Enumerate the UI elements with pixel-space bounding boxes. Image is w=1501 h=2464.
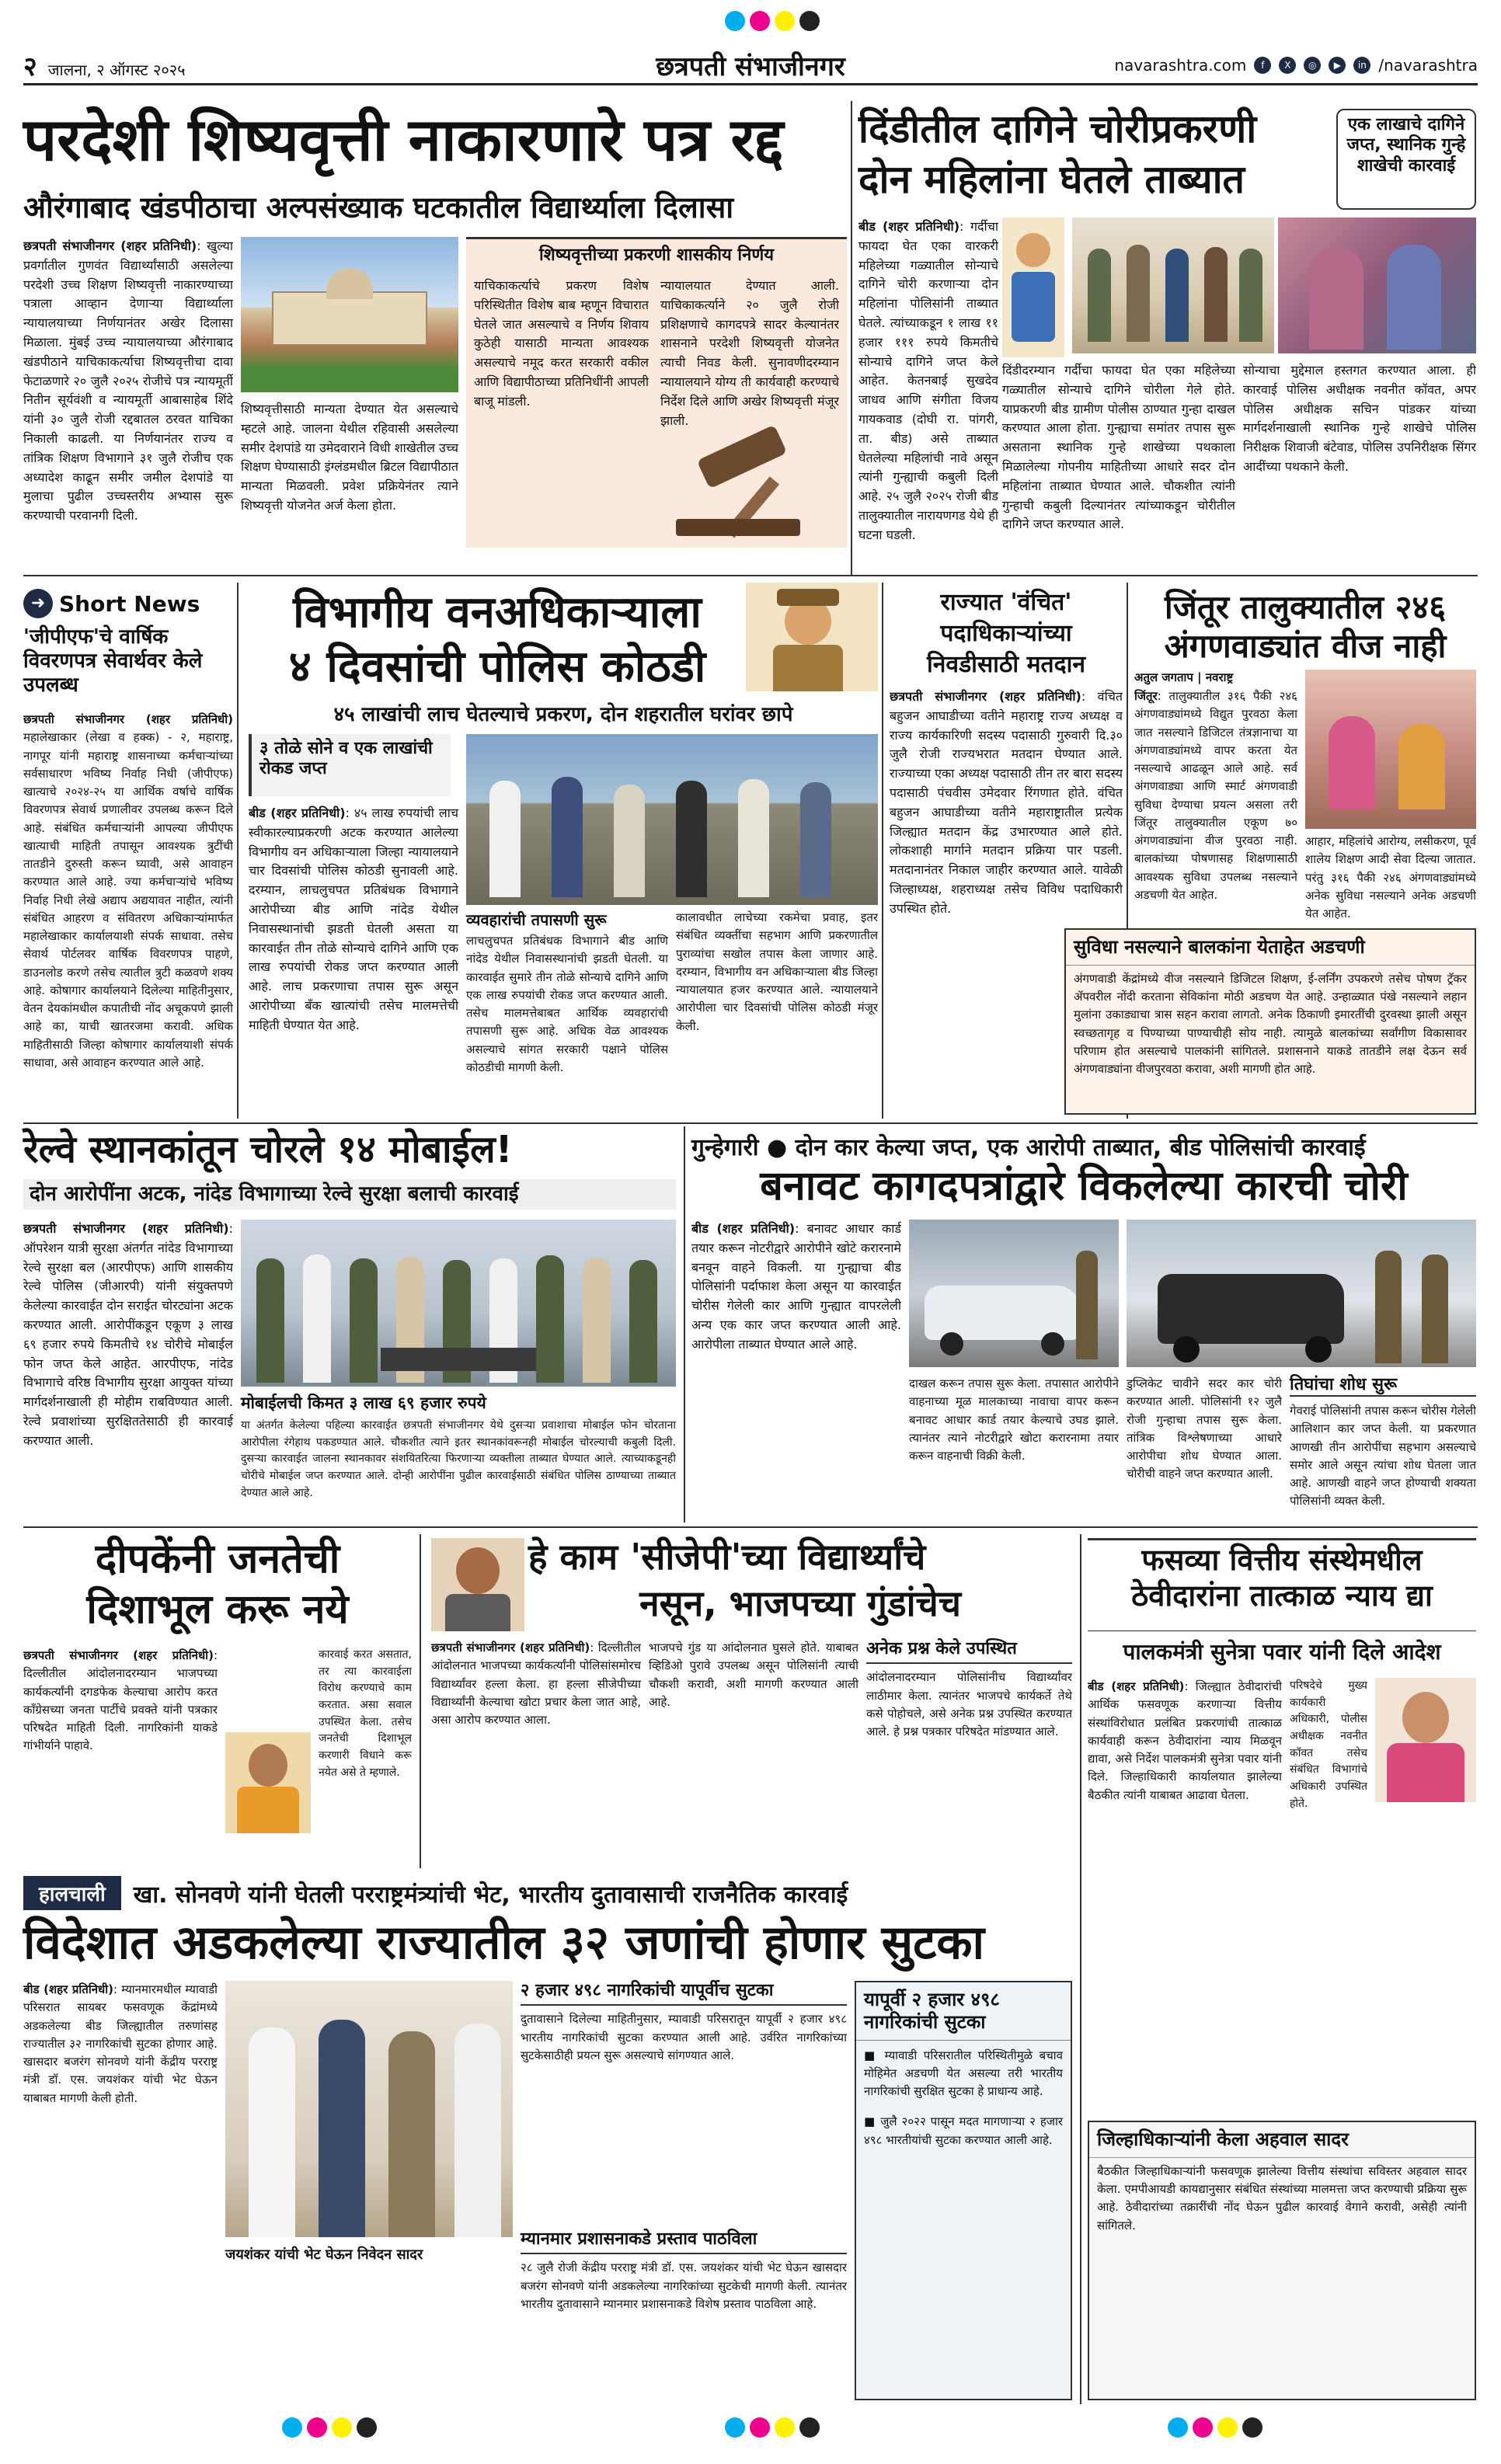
site-info: [1114, 56, 1478, 75]
speaker-portrait-2: [431, 1538, 524, 1631]
story2-dateline: बीड (शहर प्रतिनिधी): [858, 219, 960, 234]
bottom-color-marks-center: [723, 2417, 822, 2441]
story2-headline-1: दिंडीतील दागिने चोरीप्रकरणी: [858, 106, 1257, 151]
story9-box: अनेक प्रश्न केले उपस्थित आंदोलनादरम्यान पोलिसांनीच विद्यार्थ्यांवर लाठीमार केला. त्यानंतर भाजपचे कार्यकर्ते तेथे कसे पोहोचले, असे अनेक प्रश्न उपस्थित करण्यात आले. हे प्रश्न पत्रकार परिषदेत मांडण्यात आले.: [866, 1639, 1072, 1739]
officials-group-photo: [466, 734, 878, 905]
story1-subhead: औरंगाबाद खंडपीठाचा अल्पसंख्याक घटकातील विद्यार्थ्याला दिलासा: [23, 190, 734, 224]
story6-column-2: या अंतर्गत केलेल्या पहिल्या कारवाईत छत्रपती संभाजीनगर येथे दुसऱ्या प्रवाशाचा मोबाईल फोन चोरताना आरोपीला रंगेहाथ पकडण्यात आले. चौकशीत त्याने इतर स्थानकांवरूनही मोबाईल चोरल्याची कबुली दिली. दुसऱ्या कारवाईत जालना स्थानकावर संशयितरित्या फिरणाऱ्या व्यक्तीला ताब्यात घेण्यात आले. त्याच्याकडूनही चोरीचे मोबाईल जप्त करण्यात आले. दोन्ही आरोपींना पुढील कारवाईसाठी संबंधित पोलिस ठाण्याच्या ताब्यात देण्यात आले आहे.: [241, 1419, 676, 1499]
story10-headline-box: फसव्या वित्तीय संस्थेमधील ठेवीदारांना तात्काळ न्याय द्या: [1088, 1538, 1476, 1631]
page-number: २: [23, 50, 37, 82]
youtube-icon[interactable]: ▶: [1329, 57, 1346, 74]
story11-photo-caption: जयशंकर यांची भेट घेऊन निवेदन सादर: [225, 2246, 423, 2263]
story2-column-2: दिंडीदरम्यान गर्दीचा फायदा घेत एका महिलेच्या गळ्यातील सोन्याचे दागिने चोरीला गेले होते. याप्रकरणी बीड ग्रामीण पोलीस ठाण्यात गुन्हा दाखल करण्यात आला होता. गुन्ह्याचा समांतर तपास सुरू असताना स्थानिक गुन्हे शाखेच्या पथकाला मिळालेल्या गोपनीय माहितीच्या आधारे सदर दोन महिलांना ताब्यात घेण्यात आले. चौकशीत त्यांनी गुन्हाची कबुली दिल्यानंतर त्यांच्याकडून चोरीतील दागिने जप्त करण्यात आले.: [1002, 363, 1235, 532]
police-group-photo: [1072, 218, 1274, 353]
story9-headline-2: नसून, भाजपच्या गुंडांचेच: [639, 1582, 961, 1624]
bottom-color-marks-left: [280, 2417, 379, 2441]
social-handle[interactable]: /navarashtra: [1378, 55, 1478, 75]
yellow-dot: [775, 11, 795, 31]
accused-women-photo: [1278, 218, 1476, 353]
story4-headline-3: निवडीसाठी मतदान: [926, 651, 1085, 678]
short-news-headline: 'जीपीएफ'चे वार्षिक विवरणपत्र सेवार्थवर केले उपलब्ध: [23, 625, 203, 698]
story3-headline-2: ४ दिवसांची पोलिस कोठडी: [288, 642, 706, 692]
arrow-right-icon: ➜: [23, 589, 53, 618]
cartoon-thief-illustration: [1002, 218, 1064, 357]
story6-subhead: दोन आरोपींना अटक, नांदेड विभागाच्या रेल्वे सुरक्षा बलाची कारवाई: [23, 1179, 676, 1209]
page-header: [23, 47, 1478, 85]
story9-headline-1: हे काम 'सीजेपी'च्या विद्यार्थ्यांचे: [528, 1536, 926, 1578]
story10-box: जिल्हाधिकाऱ्यांनी केला अहवाल सादर बैठकीत जिल्हाधिकाऱ्यांनी फसवणूक झालेल्या वित्तीय संस्थांचा सविस्तर अहवाल सादर केला. एमपीआयडी कायद्यानुसार संबंधित संस्थांच्या मालमत्ता जप्त करण्याची प्रक्रिया सुरू आहे. ठेवीदारांच्या तक्रारींची नोंद घेऊन पुढील कारवाई वेगाने करावी, असेही त्यांनी सांगितले.: [1088, 2121, 1476, 2400]
police-cartoon-illustration: [746, 583, 878, 691]
story11-box-1: २ हजार ४९८ नागरिकांची यापूर्वीच सुटका दुतावासाने दिलेल्या माहितीनुसार, म्यावाडी परिसरातून यापूर्वी २ हजार ४९८ भारतीय नागरिकांची सुटका करण्यात आली आहे. उर्वरित नागरिकांच्या सुटकेसाठीही प्रयत्न सुरू असल्याचे सांगण्यात आले.: [521, 1981, 847, 2062]
story11-tagline: हालचाली खा. सोनवणे यांनी घेतली परराष्ट्रमंत्र्यांची भेट, भारतीय दुतावासाची राजनैतिक कारवाई: [23, 1876, 1072, 1910]
story8-column-1: छत्रपती संभाजीनगर (शहर प्रतिनिधी): दिल्लीतील आंदोलनादरम्यान भाजपच्या कार्यकर्त्यांनी दगडफेक केल्याचा आरोप करत काँग्रेसच्या जनता पार्टीचे प्रवक्ते यांनी पत्रकार परिषदेत माहिती दिली. नागरिकांनी याकडे गांभीर्याने पाहावे.: [23, 1648, 218, 1753]
story7-topline: गुन्हेगारी ● दोन कार केल्या जप्त, एक आरोपी ताब्यात, बीड पोलिसांची कारवाई: [691, 1134, 1366, 1161]
story1-headline: परदेशी शिष्यवृत्ती नाकारणारे पत्र रद्द: [23, 105, 784, 174]
side-bullet-2: ■ जुलै २०२२ पासून मदत मागणाऱ्या २ हजार ४९८ भारतीयांची सुटका करण्यात आली आहे.: [864, 2114, 1063, 2147]
story6-column-1: छत्रपती संभाजीनगर (शहर प्रतिनिधी): ऑपरेशन यात्री सुरक्षा अंतर्गत नांदेड विभागाच्या रेल्वे सुरक्षा बल (आरपीएफ) आणि शासकीय रेल्वे पोलिस (जीआरपी) यांनी संयुक्तपणे केलेल्या कारवाईत दोन सराईत चोरट्यांना अटक करण्यात आली. आरोपींकडून एकूण ३ लाख ६९ हजार रुपये किमतीचे १४ चोरीचे मोबाईल फोन जप्त केले आहेत. आरपीएफ, नांदेड विभागाचे वरिष्ठ विभागीय सुरक्षा आयुक्त यांच्या मार्गदर्शनाखाली ही मोहीम राबविण्यात आली. रेल्वे प्रवाशांच्या सुरक्षिततेसाठी ही कारवाई करण्यात आली.: [23, 1221, 233, 1448]
story3-column-2: लाचलुचपत प्रतिबंधक विभागाने बीड आणि नांदेड येथील निवासस्थानांची झडती घेतली. या कारवाईत सुमारे तीन तोळे सोन्याचे दागिने आणि एक लाख रुपयांची रोकड जप्त करण्यात आली. तसेच मालमत्तेबाबत आर्थिक व्यवहारांची तपासणी सुरू आहे. अधिक वेळ आवश्यक असल्याचे सांगत सरकारी पक्षाने पोलिस कोठडीची मागणी केली.: [466, 934, 668, 1074]
story2-headline-2: दोन महिलांना घेतले ताब्यात: [858, 157, 1245, 202]
story5-headline-2: अंगणवाड्यांत वीज नाही: [1164, 627, 1447, 665]
story11-headline: विदेशात अडकलेल्या राज्यातील ३२ जणांची होणार सुटका: [23, 1916, 985, 1970]
linkedin-icon[interactable]: in: [1353, 57, 1370, 74]
story3-headline-1: विभागीय वनअधिकाऱ्याला: [293, 587, 702, 638]
story11-tag: हालचाली: [23, 1876, 121, 1910]
instagram-icon[interactable]: ◎: [1304, 57, 1321, 74]
mp-meeting-photo: [225, 1981, 513, 2237]
story1-box: शिष्यवृत्तीच्या प्रकरणी शासकीय निर्णय याचिकाकर्त्याचे प्रकरण विशेष परिस्थितीत विशेष बाब म्हणून विचारात घेतले जात असल्याचे व निर्णय शिवाय कुठेही यासाठी मान्यता आवश्यक असल्याचे नमूद करत सरकारी वकील आणि विद्यापीठाच्या प्रतिनिधींनी आपली बाजू मांडली. न्यायालयात देण्यात आली. याचिकाकर्त्याने २० जुलै रोजी प्रशिक्षणाचे कागदपत्रे सादर केल्यानंतर शासनाने परदेशी शिष्यवृत्ती योजनेत त्याची निवड केली. सुनावणीदरम्यान न्यायालयाने योग्य ती कार्यवाही करण्याचे निर्देश दिले आणि अखेर शिष्यवृत्ती मंजूर झाली.: [466, 237, 847, 548]
site-url[interactable]: navarashtra.com: [1114, 55, 1247, 75]
seized-car-photo-1: [909, 1220, 1119, 1367]
story2-column-1: बीड (शहर प्रतिनिधी): गर्दीचा फायदा घेत एका वारकरी महिलेच्या गळ्यातील सोन्याचे दागिने चोरी करणाऱ्या दोन महिलांना पोलिसांनी ताब्यात घेतले. त्यांच्याकडून १ लाख ११ हजार १११ रुपये किमतीचे सोन्याचे दागिने जप्त केले आहेत. केतनबाई सुखदेव जाधव आणि संगीता विजय गायकवाड (दोघी रा. पांगरी, ता. बीड) असे ताब्यात घेतलेल्या महिलांची नावे असून त्यांनी गुन्ह्याची कबुली दिली आहे. २५ जुलै २०२५ रोजी बीड तालुक्यातील नारायणगड येथे ही घटना घडली.: [858, 219, 998, 542]
story1-box-title: शिष्यवृत्तीच्या प्रकरणी शासकीय निर्णय: [539, 245, 774, 265]
story11-side-box: यापूर्वी २ हजार ४९८ नागरिकांची सुटका ■ म्यावाडी परिसरातील परिस्थितीमुळे बचाव मोहिमेत अडचणी येत असल्या तरी भारतीय नागरिकांची सुरक्षित सुटका हे प्राधान्य आहे. ■ जुलै २०२२ पासून मदत मागणाऱ्या २ हजार ४९८ भारतीयांची सुटका करण्यात आली आहे.: [855, 1981, 1072, 2400]
story8-headline-2: दिशाभूल करू नये: [86, 1586, 349, 1633]
seized-car-photo-2: [1127, 1220, 1476, 1367]
story1-dateline: छत्रपती संभाजीनगर (शहर प्रतिनिधी): [23, 238, 197, 253]
section-title: छत्रपती संभाजीनगर: [656, 50, 845, 82]
story1-column-2: शिष्यवृत्तीसाठी मान्यता देण्यात येत असल्याचे म्हटले आहे. जालना येथील रहिवासी असलेल्या समीर देशपांडे या उमेदवाराने विधी शाखेतील उच्च शिक्षण घेण्यासाठी इंग्लंडमधील ब्रिटल विद्यापीठात मान्यता मिळवली. प्रवेश प्रक्रियेनंतर त्याने शिष्यवृत्ती योजनेत अर्ज केला होता.: [241, 402, 458, 513]
story4-body: छत्रपती संभाजीनगर (शहर प्रतिनिधी): वंचित बहुजन आघाडीच्या वतीने महाराष्ट्र राज्य अध्यक्ष व राज्य कार्यकारिणी सदस्य पदासाठी गुरुवारी दि.३० जुलै रोजी राज्यभरात मतदान घेण्यात आले. राज्याच्या एका अध्यक्ष पदासाठी तीन तर बारा सदस्य पदासाठी पंचवीस उमेदवार रिंगणात होते. वंचित बहुजन आघाडीच्या वतीने महाराष्ट्रातील प्रत्येक जिल्ह्यात मतदान केंद्र उभारण्यात आले होते. लोकशाही मार्गाने मतदान प्रक्रिया पार पडली. मतदानानंतर निकाल जाहीर करण्यात आले. यावेळी जिल्हाध्यक्ष, शहराध्यक्ष तसेच विविध पदाधिकारी उपस्थित होते.: [890, 689, 1123, 916]
story7-headline: बनावट कागदपत्रांद्वारे विकलेल्या कारची चोरी: [760, 1163, 1408, 1209]
story1-column-1: छत्रपती संभाजीनगर (शहर प्रतिनिधी): खुल्या प्रवर्गातील गुणवंत विद्यार्थ्यांसाठी असलेल्या परदेशी उच्च शिक्षण शिष्यवृत्ती नाकारण्याच्या पत्राला आव्हान देणाऱ्या विद्यार्थ्याला न्यायालयाच्या निर्णयानंतर अखेर दिलासा मिळाला. मुंबई उच्च न्यायालयाच्या औरंगाबाद खंडपीठाने याचिकाकर्त्याचा शिष्यवृत्तीचा दावा फेटाळणारे २० जुलै २०२५ रोजीचे पत्र न्यायमूर्ती नितीन सूर्यवंशी व न्यायमूर्ती आबासाहेब शिंदे यांनी ३० जुलै रोजी रद्दबातल ठरवत याचिका निकाली काढली. या निर्णयानंतर राज्य व तांत्रिक शिक्षण विभागाने ३१ जुलै रोजीच एक अध्यादेश काढून समीर जमील देशपांडे या मुलाचा पुढील उच्चस्तरीय अभ्यास सुरू करण्याची परवानगी दिली.: [23, 238, 233, 524]
story7-box-title: तिघांचा शोध सुरू: [1290, 1375, 1476, 1397]
rpf-team-photo: [241, 1220, 676, 1387]
story4-headline-1: राज्यात 'वंचित': [940, 589, 1072, 616]
black-dot: [799, 11, 820, 31]
story5-headline-1: जिंतूर तालुक्यातील २४६: [1164, 588, 1447, 626]
story3-column-3: कालावधीत लाचेच्या रकमेचा प्रवाह, इतर संबंधित व्यक्तींचा सहभाग आणि प्रकरणातील पुराव्यांचा सखोल तपास केला जाणार आहे. दरम्यान, विभागीय वन अधिकाऱ्याला बीड जिल्हा न्यायालयात हजर करण्यात आले. न्यायालयाने आरोपीला चार दिवसांची पोलिस कोठडी मंजूर केली.: [676, 910, 878, 1033]
story5-column-2: आहार, महिलांचे आरोग्य, लसीकरण, पूर्व शालेय शिक्षण आदी सेवा दिल्या जातात. परंतु ३१६ पैकी २४६ अंगणवाड्यांमध्ये अनेक सुविधा नसल्याने अनेक अडचणी येत आहेत.: [1305, 834, 1476, 921]
story5-column-1: जिंतूर: तालुक्यातील ३१६ पैकी २४६ अंगणवाड्यांमध्ये विद्युत पुरवठा केला जात नसल्याने डिजिटल तंत्रज्ञानाचा या अंगणवाड्यांमध्ये वापर करता येत नसल्याचे आढळून आले आहे. सर्व अंगणवाड्या आणि स्मार्ट अंगणवाडी सुविधा देण्याचा प्रयत्न असला तरी जिंतूर तालुक्यातील एकूण ७० अंगणवाड्यांना वीज पुरवठा नाही. बालकांच्या पोषणासह शिक्षणासाठी आवश्यक सुविधा उपलब्ध नसल्याने अडचणी येत आहेत.: [1134, 689, 1297, 902]
short-news-body: छत्रपती संभाजीनगर (शहर प्रतिनिधी) महालेखाकार (लेखा व हक्क) - २, महाराष्ट्र, नागपूर यांनी महाराष्ट्र शासनाच्या कर्मचाऱ्यांच्या सर्वसाधारण भविष्य निर्वाह निधी (जीपीएफ) खात्याचे २०२४-२५ या आर्थिक वर्षाचे वार्षिक विवरणपत्र सेवार्थ प्रणालीवर उपलब्ध करून दिले आहे. संबंधित कर्मचाऱ्यांनी आपल्या जीपीएफ खात्याची माहिती तपासून आवश्यक त्रुटींची तातडीने दुरुस्ती करून घ्यावी, असे आवाहन करण्यात आले आहे. ज्या कर्मचाऱ्यांचे भविष्य निर्वाह निधी लेखे अद्याप अद्ययावत नाहीत, त्यांनी संबंधित आहरण व संवितरण अधिकाऱ्यांमार्फत महालेखाकार कार्यालयाशी संपर्क साधावा. तसेच सेवार्थ पोर्टलवर वार्षिक विवरणपत्र पाहणे, डाउनलोड करणे तसेच त्यातील त्रुटी कळवणे शक्य आहे. कोषागार कार्यालयाने दिलेल्या माहितीनुसार, वेतन देयकांमधील कपातीची नोंद अचूकपणे झाली आहे का, याची खातरजमा करावी. अधिक माहितीसाठी जिल्हा कोषागार कार्यालयाशी संपर्क साधावा, असे आवाहन करण्यात आले आहे.: [23, 712, 233, 1070]
story3-highlight-box: ३ तोळे सोने व एक लाखांची रोकड जप्त: [249, 734, 451, 796]
story11-box-2: म्यानमार प्रशासनाकडे प्रस्ताव पाठविला २८ जुलै रोजी केंद्रीय परराष्ट्र मंत्री डॉ. एस. जयशंकर यांची भेट घेऊन खासदार बजरंग सोनवणे यांनी अडकलेल्या नागरिकांच्या सुटकेची मागणी केली. त्यानंतर भारतीय दुतावासाने म्यानमार प्रशासनाकडे विशेष प्रस्ताव पाठविला आहे.: [521, 2229, 847, 2311]
story6-headline: रेल्वे स्थानकांतून चोरले १४ मोबाईल!: [23, 1128, 513, 1171]
story10-subhead: पालकमंत्री सुनेत्रा पवार यांनी दिले आदेश: [1123, 1639, 1441, 1665]
story7-column-1: बीड (शहर प्रतिनिधी): बनावट आधार कार्ड तयार करून नोटरीद्वारे आरोपीने खोटे करारनामे बनवून वाहने विकली. या गुन्ह्याचा बीड पोलिसांनी पर्दाफाश केला असून या कारवाईत चोरीस गेलेली कार आणि गुन्ह्यात वापरलेली अन्य एक कार जप्त करण्यात आली आहे. आरोपीला ताब्यात घेण्यात आले आहे.: [691, 1221, 901, 1352]
story10-column-2: परिषदेचे मुख्य कार्यकारी अधिकारी, पोलीस अधीक्षक नवनीत कॉवत तसेच संबंधित विभागांचे अधिकारी उपस्थित होते.: [1290, 1679, 1367, 1810]
bottom-color-marks-right: [1165, 2417, 1265, 2441]
story8-headline-1: दीपकेंनी जनतेची: [95, 1536, 340, 1582]
anganwadi-photo: [1305, 670, 1476, 829]
story2-kicker-box: एक लाखाचे दागिने जप्त, स्थानिक गुन्हे शाखेची कारवाई: [1336, 109, 1476, 210]
story10-column-1: बीड (शहर प्रतिनिधी): जिल्ह्यात ठेवीदारांची आर्थिक फसवणूक करणाऱ्या वित्तीय संस्थांविरोधात प्रलंबित प्रकरणांची तात्काळ कार्यवाही करून ठेवीदारांना न्याय मिळवून द्यावा, असे निर्देश पालकमंत्री सुनेत्रा पवार यांनी दिले. जिल्हाधिकारी कार्यालयात झालेल्या बैठकीत त्यांनी याबाबत आढावा घेतला.: [1088, 1679, 1282, 1802]
story5-byline: अतुल जगताप | नवराष्ट्र: [1134, 670, 1234, 684]
story7-column-4: गेवराई पोलिसांनी तपास करून चोरीस गेलेली आलिशान कार जप्त केली. या प्रकरणात आणखी तीन आरोपींचा सहभाग असल्याचे समोर आले असून त्यांचा शोध घेतला जात आहे. आणखी वाहने जप्त होण्याची शक्यता पोलिसांनी व्यक्त केली.: [1290, 1404, 1476, 1509]
story3-column-1: बीड (शहर प्रतिनिधी): ४५ लाख रुपयांची लाच स्वीकारल्याप्रकरणी अटक करण्यात आलेल्या विभागीय वन अधिकाऱ्याला जिल्हा न्यायालयाने चार दिवसांची पोलिस कोठडी सुनावली आहे. दरम्यान, लाचलुचपत प्रतिबंधक विभागाने आरोपीच्या बीड आणि नांदेड येथील निवासस्थानांची झडती घेतली असता या कारवाईत तीन तोळे सोन्याचे दागिने आणि एक लाख रुपयांची रोकड जप्त करण्यात आली आहे. लाच प्रकरणाचा तपास सुरू असून आरोपीच्या बँक खात्यांची तसेच मालमत्तेची माहिती घेण्यात येत आहे.: [249, 806, 458, 1032]
story9-column-2: भाजपचे गुंड या आंदोलनात घुसले होते. याबाबत व्हिडिओ पुरावे उपलब्ध असून पोलिसांनी त्याची चौकशी करावी, अशी मागणी करण्यात आली आहे.: [649, 1641, 858, 1709]
guardian-minister-portrait: [1375, 1678, 1476, 1802]
story7-kicker: गुन्हेगारी: [691, 1134, 759, 1161]
top-color-marks: [723, 11, 822, 34]
story7-column-3: डुप्लिकेट चावीने सदर कार चोरी करण्यात आली. पोलिसांनी १२ जुलै रोजी गुन्हाचा तपास सुरू केला. तांत्रिक विश्लेषणाच्या आधारे आरोपीचा शोध घेण्यात आला. चोरीची वाहने जप्त करण्यात आली.: [1127, 1376, 1282, 1481]
story11-column-1: बीड (शहर प्रतिनिधी): म्यानमारमधील म्यावाडी परिसरात सायबर फसवणूक केंद्रांमध्ये अडकलेल्या बीड जिल्ह्यातील तरुणांसह राज्यातील ३२ नागरिकांची सुटका होणार आहे. खासदार बजरंग सोनवणे यांनी केंद्रीय परराष्ट्र मंत्री डॉ. एस. जयशंकर यांची भेट घेऊन याबाबत मागणी केली होती.: [23, 1982, 218, 2105]
x-icon[interactable]: X: [1279, 57, 1296, 74]
story9-column-1: छत्रपती संभाजीनगर (शहर प्रतिनिधी): दिल्लीतील आंदोलनात भाजपच्या कार्यकर्त्यांनी पोलिसांसमोरच विद्यार्थ्यांवर हल्ला केला. हा हल्ला सीजेपीच्या विद्यार्थ्यांनी केल्याचा खोटा प्रचार केला जात आहे, असा आरोप करण्यात आला.: [431, 1641, 641, 1727]
story5-box: सुविधा नसल्याने बालकांना येताहेत अडचणी अंगणवाडी केंद्रांमध्ये वीज नसल्याने डिजिटल शिक्षण, ई-लर्निंग उपकरणे तसेच पोषण ट्रॅकर ॲपवरील नोंदी करताना सेविकांना मोठी अडचण येत आहे. उन्हाळ्यात पंखे नसल्याने लहान मुलांना उकाड्याचा त्रास सहन करावा लागतो. अनेक ठिकाणी इमारतींची दुरवस्था झाली असून स्वच्छतागृह व पिण्याच्या पाण्याचीही सोय नाही. त्यामुळे बालकांच्या सर्वांगीण विकासावर परिणाम होत असल्याचे पालकांनी सांगितले. प्रशासनाने याकडे तातडीने लक्ष देऊन सर्व अंगणवाड्यांना वीजपुरवठा करावा, अशी मागणी होत आहे.: [1064, 928, 1476, 1115]
story7-column-2: दाखल करून तपास सुरू केला. तपासात आरोपीने वाहनाच्या मूळ मालकाच्या नावाचा वापर करून बनावट आधार कार्ड तयार केल्याचे उघड झाले. त्यानंतर त्याने नोटरीद्वारे खोटा करारनामा तयार करून वाहनाची विक्री केली.: [909, 1376, 1119, 1463]
gavel-illustration: [668, 433, 839, 542]
cyan-dot: [725, 11, 745, 31]
side-bullet-1: ■ म्यावाडी परिसरातील परिस्थितीमुळे बचाव मोहिमेत अडचणी येत असल्या तरी भारतीय नागरिकांची सुरक्षित सुटका हे प्राधान्य आहे.: [864, 2048, 1063, 2099]
story4-headline-2: पदाधिकाऱ्यांच्या: [940, 620, 1072, 647]
issue-date: जालना, २ ऑगस्ट २०२५: [47, 60, 186, 79]
story6-photo-caption: मोबाईलची किमत ३ लाख ६९ हजार रुपये: [241, 1394, 486, 1412]
story8-column-2: कारवाई करत असतात, तर त्या कारवाईला विरोध करण्याचे काम करतात. असा सवाल उपस्थित केला. तसेच जनतेची दिशाभूल करणारी विधाने करू नयेत असे ते म्हणाले.: [319, 1648, 412, 1779]
story3-photo-caption: व्यवहारांची तपासणी सुरू: [466, 910, 607, 929]
facebook-icon[interactable]: f: [1254, 57, 1271, 74]
story2-column-3: सोन्याचा मुद्देमाल हस्तगत करण्यात आला. ही कारवाई पोलिस अधीक्षक नवनीत कॉवत, अपर पोलिस अधीक्षक सचिन पांडकर यांच्या मार्गदर्शनाखाली स्थानिक गुन्हे शाखेचे पोलिस निरीक्षक शिवाजी बंटेवाड, पोलिस उपनिरीक्षक सिंगर आदींच्या पथकाने केली.: [1243, 363, 1476, 474]
short-news-label: ➜ Short News: [23, 586, 233, 621]
speaker-portrait-1: [225, 1732, 311, 1833]
magenta-dot: [750, 11, 770, 31]
court-building-photo: [241, 237, 458, 392]
story3-subhead: ४५ लाखांची लाच घेतल्याचे प्रकरण, दोन शहरातील घरांवर छापे: [333, 703, 793, 726]
